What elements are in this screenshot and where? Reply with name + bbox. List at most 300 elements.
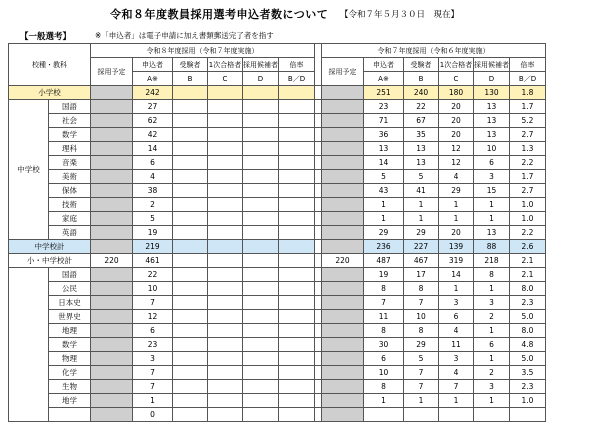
header-ratio-right: 倍率 bbox=[510, 58, 546, 72]
cell-examinees-right: 1 bbox=[404, 212, 439, 226]
row-subject: 美術 bbox=[49, 170, 91, 184]
cell-applicants: 62 bbox=[133, 114, 173, 128]
cell-applicants-right: 1 bbox=[364, 212, 404, 226]
cell-applicants-right: 11 bbox=[364, 310, 404, 324]
row-subject: 数学 bbox=[49, 128, 91, 142]
cell-candidates-right: 8 bbox=[474, 268, 510, 282]
header-letter-c-right: C bbox=[439, 72, 474, 86]
cell-planned-right bbox=[322, 380, 364, 394]
cell-candidates-right bbox=[474, 408, 510, 422]
cell-candidates-right: 1 bbox=[474, 324, 510, 338]
column-gap bbox=[315, 394, 322, 408]
cell-ratio-right: 2.7 bbox=[510, 128, 546, 142]
cell-first-pass-right: 1 bbox=[439, 394, 474, 408]
cell-applicants-right: 10 bbox=[364, 366, 404, 380]
column-gap bbox=[315, 226, 322, 240]
cell-first-pass-right: 12 bbox=[439, 142, 474, 156]
row-subject: 地学 bbox=[49, 394, 91, 408]
cell-ratio-right: 2.2 bbox=[510, 226, 546, 240]
cell-first-pass-right: 3 bbox=[439, 296, 474, 310]
table-row bbox=[9, 226, 546, 240]
header-examinees: 受験者 bbox=[173, 58, 208, 72]
cell-candidates bbox=[243, 352, 279, 366]
cell-planned bbox=[91, 352, 133, 366]
cell-candidates bbox=[243, 408, 279, 422]
cell-planned bbox=[91, 128, 133, 142]
cell-planned bbox=[91, 212, 133, 226]
cell-examinees bbox=[173, 282, 208, 296]
cell-first-pass bbox=[208, 170, 243, 184]
cell-applicants: 0 bbox=[133, 408, 173, 422]
column-gap bbox=[315, 296, 322, 310]
row-label: 小・中学校計 bbox=[9, 254, 91, 268]
cell-candidates bbox=[243, 170, 279, 184]
cell-applicants: 242 bbox=[133, 86, 173, 100]
cell-examinees bbox=[173, 408, 208, 422]
row-subject: 公民 bbox=[49, 282, 91, 296]
cell-candidates-right: 88 bbox=[474, 240, 510, 254]
cell-first-pass bbox=[208, 240, 243, 254]
row-subject: 世界史 bbox=[49, 310, 91, 324]
cell-applicants-right: 23 bbox=[364, 100, 404, 114]
cell-applicants: 2 bbox=[133, 198, 173, 212]
cell-examinees bbox=[173, 100, 208, 114]
cell-candidates bbox=[243, 296, 279, 310]
cell-examinees bbox=[173, 212, 208, 226]
cell-planned-right bbox=[322, 212, 364, 226]
header-letter-a-right: A※ bbox=[364, 72, 404, 86]
cell-first-pass-right: 4 bbox=[439, 366, 474, 380]
cell-candidates-right: 15 bbox=[474, 184, 510, 198]
cell-planned-right bbox=[322, 282, 364, 296]
header-examinees-right: 受験者 bbox=[404, 58, 439, 72]
cell-planned bbox=[91, 338, 133, 352]
row-label: 中学校計 bbox=[9, 240, 91, 254]
cell-examinees-right: 67 bbox=[404, 114, 439, 128]
cell-first-pass-right: 11 bbox=[439, 338, 474, 352]
cell-planned-right bbox=[322, 184, 364, 198]
cell-first-pass bbox=[208, 296, 243, 310]
header-letter-b-right: B bbox=[404, 72, 439, 86]
cell-first-pass-right: 1 bbox=[439, 198, 474, 212]
cell-ratio bbox=[279, 296, 315, 310]
cell-planned-right bbox=[322, 268, 364, 282]
row-subject: 保体 bbox=[49, 184, 91, 198]
cell-applicants-right: 71 bbox=[364, 114, 404, 128]
column-gap bbox=[315, 338, 322, 352]
cell-candidates-right: 1 bbox=[474, 352, 510, 366]
header-first-pass: 1次合格者 bbox=[208, 58, 243, 72]
cell-applicants: 7 bbox=[133, 366, 173, 380]
cell-ratio-right: 2.2 bbox=[510, 156, 546, 170]
header-letter-ratio-right: B／D bbox=[510, 72, 546, 86]
cell-examinees bbox=[173, 310, 208, 324]
cell-examinees bbox=[173, 380, 208, 394]
cell-applicants: 3 bbox=[133, 352, 173, 366]
cell-ratio bbox=[279, 240, 315, 254]
cell-ratio-right: 2.3 bbox=[510, 380, 546, 394]
header-planned: 採用予定 bbox=[91, 58, 133, 86]
as-of-date: 【令和７年５月３０日 現在】 bbox=[340, 10, 460, 20]
cell-planned-right bbox=[322, 366, 364, 380]
cell-examinees-right: 13 bbox=[404, 156, 439, 170]
cell-examinees-right: 8 bbox=[404, 324, 439, 338]
header-candidates-right: 採用候補者 bbox=[474, 58, 510, 72]
cell-first-pass-right: 139 bbox=[439, 240, 474, 254]
cell-examinees bbox=[173, 352, 208, 366]
cell-candidates-right: 2 bbox=[474, 310, 510, 324]
cell-first-pass-right: 319 bbox=[439, 254, 474, 268]
cell-ratio bbox=[279, 254, 315, 268]
table-row bbox=[9, 394, 546, 408]
cell-planned bbox=[91, 142, 133, 156]
cell-examinees bbox=[173, 268, 208, 282]
cell-examinees-right: 5 bbox=[404, 170, 439, 184]
applicant-note: ※「申込者」は電子申請に加え書類郵送完了者を指す bbox=[95, 31, 274, 40]
cell-examinees-right: 1 bbox=[404, 394, 439, 408]
cell-planned-right bbox=[322, 156, 364, 170]
column-gap bbox=[315, 170, 322, 184]
cell-ratio bbox=[279, 380, 315, 394]
cell-first-pass-right: 4 bbox=[439, 324, 474, 338]
cell-applicants-right: 29 bbox=[364, 226, 404, 240]
cell-applicants: 10 bbox=[133, 282, 173, 296]
cell-planned-right bbox=[322, 198, 364, 212]
cell-applicants-right: 487 bbox=[364, 254, 404, 268]
table-row-elem-junior-total bbox=[9, 254, 546, 268]
row-subject: 国語 bbox=[49, 268, 91, 282]
cell-ratio-right: 2.1 bbox=[510, 254, 546, 268]
cell-examinees bbox=[173, 198, 208, 212]
cell-planned bbox=[91, 380, 133, 394]
column-gap bbox=[315, 268, 322, 282]
cell-first-pass bbox=[208, 128, 243, 142]
cell-ratio-right: 2.7 bbox=[510, 184, 546, 198]
cell-planned bbox=[91, 394, 133, 408]
cell-ratio-right bbox=[510, 408, 546, 422]
cell-examinees-right: 22 bbox=[404, 100, 439, 114]
cell-applicants-right: 30 bbox=[364, 338, 404, 352]
cell-planned-right bbox=[322, 352, 364, 366]
column-gap bbox=[315, 380, 322, 394]
cell-examinees bbox=[173, 142, 208, 156]
cell-applicants-right: 36 bbox=[364, 128, 404, 142]
column-gap bbox=[315, 310, 322, 324]
cell-planned bbox=[91, 324, 133, 338]
cell-examinees bbox=[173, 114, 208, 128]
cell-examinees bbox=[173, 86, 208, 100]
cell-candidates bbox=[243, 128, 279, 142]
row-subject: 理科 bbox=[49, 142, 91, 156]
cell-ratio-right: 1.0 bbox=[510, 212, 546, 226]
cell-candidates-right: 13 bbox=[474, 226, 510, 240]
cell-examinees bbox=[173, 338, 208, 352]
cell-candidates bbox=[243, 142, 279, 156]
cell-candidates-right: 3 bbox=[474, 296, 510, 310]
cell-candidates-right: 1 bbox=[474, 282, 510, 296]
column-gap bbox=[315, 128, 322, 142]
cell-examinees-right: 240 bbox=[404, 86, 439, 100]
cell-ratio-right: 2.6 bbox=[510, 240, 546, 254]
cell-applicants-right: 251 bbox=[364, 86, 404, 100]
row-subject: 化学 bbox=[49, 366, 91, 380]
cell-candidates bbox=[243, 380, 279, 394]
cell-examinees-right bbox=[404, 408, 439, 422]
cell-first-pass-right: 20 bbox=[439, 226, 474, 240]
header-planned-right: 採用予定 bbox=[322, 58, 364, 86]
cell-ratio bbox=[279, 352, 315, 366]
cell-applicants: 1 bbox=[133, 394, 173, 408]
cell-applicants: 7 bbox=[133, 296, 173, 310]
cell-candidates bbox=[243, 184, 279, 198]
table-row bbox=[9, 212, 546, 226]
cell-ratio-right: 1.0 bbox=[510, 394, 546, 408]
cell-first-pass bbox=[208, 268, 243, 282]
cell-applicants-right: 1 bbox=[364, 198, 404, 212]
cell-applicants: 42 bbox=[133, 128, 173, 142]
cell-first-pass bbox=[208, 282, 243, 296]
cell-candidates bbox=[243, 226, 279, 240]
cell-ratio bbox=[279, 86, 315, 100]
section-label: 【一般選考】 bbox=[20, 32, 72, 42]
cell-first-pass-right bbox=[439, 408, 474, 422]
header-letter-ratio: B／D bbox=[279, 72, 315, 86]
cell-candidates-right: 1 bbox=[474, 198, 510, 212]
header-school-subject: 校種・教科 bbox=[9, 44, 91, 86]
cell-planned bbox=[91, 310, 133, 324]
cell-applicants-right: 19 bbox=[364, 268, 404, 282]
column-gap bbox=[315, 352, 322, 366]
cell-planned bbox=[91, 268, 133, 282]
cell-candidates bbox=[243, 310, 279, 324]
column-gap bbox=[315, 324, 322, 338]
cell-applicants-right: 13 bbox=[364, 142, 404, 156]
cell-candidates-right: 10 bbox=[474, 142, 510, 156]
cell-examinees bbox=[173, 324, 208, 338]
cell-planned bbox=[91, 184, 133, 198]
cell-examinees bbox=[173, 296, 208, 310]
row-subject: 英語 bbox=[49, 226, 91, 240]
cell-applicants: 22 bbox=[133, 268, 173, 282]
cell-first-pass bbox=[208, 408, 243, 422]
cell-candidates-right: 6 bbox=[474, 156, 510, 170]
header-candidates: 採用候補者 bbox=[243, 58, 279, 72]
column-gap bbox=[315, 156, 322, 170]
cell-applicants: 12 bbox=[133, 310, 173, 324]
cell-planned-right bbox=[322, 142, 364, 156]
cell-planned bbox=[91, 86, 133, 100]
row-subject: 生物 bbox=[49, 380, 91, 394]
cell-first-pass bbox=[208, 86, 243, 100]
cell-planned-right bbox=[322, 114, 364, 128]
table-row-junior-total bbox=[9, 240, 546, 254]
cell-examinees bbox=[173, 226, 208, 240]
cell-candidates bbox=[243, 268, 279, 282]
cell-examinees-right: 1 bbox=[404, 198, 439, 212]
cell-candidates bbox=[243, 212, 279, 226]
cell-examinees bbox=[173, 170, 208, 184]
cell-ratio bbox=[279, 268, 315, 282]
table-row bbox=[9, 380, 546, 394]
column-gap bbox=[315, 254, 322, 268]
cell-applicants: 38 bbox=[133, 184, 173, 198]
cell-planned-right bbox=[322, 394, 364, 408]
cell-planned bbox=[91, 366, 133, 380]
cell-ratio bbox=[279, 408, 315, 422]
cell-examinees-right: 17 bbox=[404, 268, 439, 282]
cell-ratio-right: 5.0 bbox=[510, 310, 546, 324]
group-label-junior: 中学校 bbox=[9, 100, 49, 240]
cell-examinees-right: 13 bbox=[404, 142, 439, 156]
cell-candidates-right: 1 bbox=[474, 394, 510, 408]
cell-applicants: 27 bbox=[133, 100, 173, 114]
cell-examinees-right: 10 bbox=[404, 310, 439, 324]
cell-candidates-right: 2 bbox=[474, 366, 510, 380]
cell-applicants-right: 6 bbox=[364, 352, 404, 366]
column-gap bbox=[315, 86, 322, 100]
cell-planned-right bbox=[322, 338, 364, 352]
cell-ratio-right: 3.5 bbox=[510, 366, 546, 380]
cell-candidates bbox=[243, 156, 279, 170]
cell-examinees-right: 227 bbox=[404, 240, 439, 254]
cell-ratio bbox=[279, 142, 315, 156]
cell-planned-right bbox=[322, 296, 364, 310]
column-gap bbox=[315, 44, 322, 86]
cell-planned-right bbox=[322, 408, 364, 422]
cell-first-pass-right: 20 bbox=[439, 100, 474, 114]
cell-ratio bbox=[279, 114, 315, 128]
cell-ratio bbox=[279, 366, 315, 380]
cell-ratio bbox=[279, 338, 315, 352]
cell-ratio-right: 1.0 bbox=[510, 198, 546, 212]
table-row bbox=[9, 142, 546, 156]
cell-first-pass bbox=[208, 380, 243, 394]
cell-candidates-right: 13 bbox=[474, 128, 510, 142]
cell-first-pass-right: 12 bbox=[439, 156, 474, 170]
column-gap bbox=[315, 212, 322, 226]
cell-first-pass bbox=[208, 310, 243, 324]
cell-ratio bbox=[279, 282, 315, 296]
column-gap bbox=[315, 198, 322, 212]
cell-planned-right bbox=[322, 86, 364, 100]
cell-first-pass-right: 14 bbox=[439, 268, 474, 282]
cell-examinees bbox=[173, 394, 208, 408]
row-subject: 国語 bbox=[49, 100, 91, 114]
cell-first-pass-right: 1 bbox=[439, 282, 474, 296]
cell-examinees-right: 467 bbox=[404, 254, 439, 268]
table-row bbox=[9, 296, 546, 310]
cell-planned bbox=[91, 114, 133, 128]
cell-examinees-right: 7 bbox=[404, 296, 439, 310]
column-gap bbox=[315, 142, 322, 156]
cell-planned: 220 bbox=[91, 254, 133, 268]
cell-first-pass bbox=[208, 100, 243, 114]
row-label: 小学校 bbox=[9, 86, 91, 100]
cell-candidates-right: 3 bbox=[474, 170, 510, 184]
cell-examinees-right: 5 bbox=[404, 352, 439, 366]
cell-applicants: 4 bbox=[133, 170, 173, 184]
cell-candidates-right: 13 bbox=[474, 100, 510, 114]
page-title: 令和８年度教員採用選考申込者数について bbox=[110, 8, 329, 21]
cell-planned bbox=[91, 198, 133, 212]
column-gap bbox=[315, 100, 322, 114]
cell-first-pass bbox=[208, 254, 243, 268]
cell-examinees-right: 29 bbox=[404, 338, 439, 352]
header-right-group: 令和７年度採用（令和６年度実施） bbox=[322, 44, 546, 58]
cell-applicants-right: 8 bbox=[364, 282, 404, 296]
cell-ratio-right: 5.2 bbox=[510, 114, 546, 128]
cell-first-pass bbox=[208, 352, 243, 366]
cell-planned bbox=[91, 296, 133, 310]
table-row bbox=[9, 268, 546, 282]
cell-first-pass-right: 20 bbox=[439, 128, 474, 142]
header-letter-d: D bbox=[243, 72, 279, 86]
cell-planned bbox=[91, 226, 133, 240]
cell-applicants-right: 236 bbox=[364, 240, 404, 254]
cell-candidates-right: 130 bbox=[474, 86, 510, 100]
cell-applicants-right: 1 bbox=[364, 394, 404, 408]
cell-examinees-right: 7 bbox=[404, 380, 439, 394]
cell-ratio-right: 5.0 bbox=[510, 352, 546, 366]
cell-planned bbox=[91, 282, 133, 296]
cell-ratio bbox=[279, 100, 315, 114]
cell-candidates-right: 13 bbox=[474, 114, 510, 128]
row-subject: 地理 bbox=[49, 324, 91, 338]
cell-examinees-right: 8 bbox=[404, 282, 439, 296]
table-row bbox=[9, 170, 546, 184]
table-row bbox=[9, 366, 546, 380]
cell-candidates bbox=[243, 282, 279, 296]
cell-ratio bbox=[279, 310, 315, 324]
cell-applicants: 14 bbox=[133, 142, 173, 156]
table-row-elementary bbox=[9, 86, 546, 100]
cell-first-pass bbox=[208, 226, 243, 240]
cell-candidates bbox=[243, 254, 279, 268]
table-row bbox=[9, 408, 546, 422]
cell-examinees-right: 7 bbox=[404, 366, 439, 380]
cell-first-pass bbox=[208, 184, 243, 198]
cell-examinees bbox=[173, 128, 208, 142]
cell-planned-right bbox=[322, 324, 364, 338]
cell-candidates-right: 6 bbox=[474, 338, 510, 352]
cell-planned-right bbox=[322, 170, 364, 184]
cell-planned-right bbox=[322, 128, 364, 142]
cell-ratio bbox=[279, 394, 315, 408]
cell-applicants: 219 bbox=[133, 240, 173, 254]
cell-ratio-right: 4.8 bbox=[510, 338, 546, 352]
cell-applicants: 6 bbox=[133, 156, 173, 170]
table-row bbox=[9, 338, 546, 352]
cell-candidates bbox=[243, 394, 279, 408]
cell-first-pass bbox=[208, 338, 243, 352]
cell-ratio-right: 2.3 bbox=[510, 296, 546, 310]
row-subject bbox=[49, 408, 91, 422]
row-subject: 数学 bbox=[49, 338, 91, 352]
row-subject: 技術 bbox=[49, 198, 91, 212]
cell-applicants-right: 43 bbox=[364, 184, 404, 198]
cell-ratio-right: 1.8 bbox=[510, 86, 546, 100]
applicants-table bbox=[8, 43, 546, 422]
cell-first-pass bbox=[208, 394, 243, 408]
cell-planned bbox=[91, 170, 133, 184]
cell-ratio bbox=[279, 170, 315, 184]
cell-first-pass-right: 180 bbox=[439, 86, 474, 100]
cell-ratio bbox=[279, 184, 315, 198]
row-subject: 家庭 bbox=[49, 212, 91, 226]
cell-candidates bbox=[243, 338, 279, 352]
cell-applicants: 23 bbox=[133, 338, 173, 352]
table-row bbox=[9, 352, 546, 366]
